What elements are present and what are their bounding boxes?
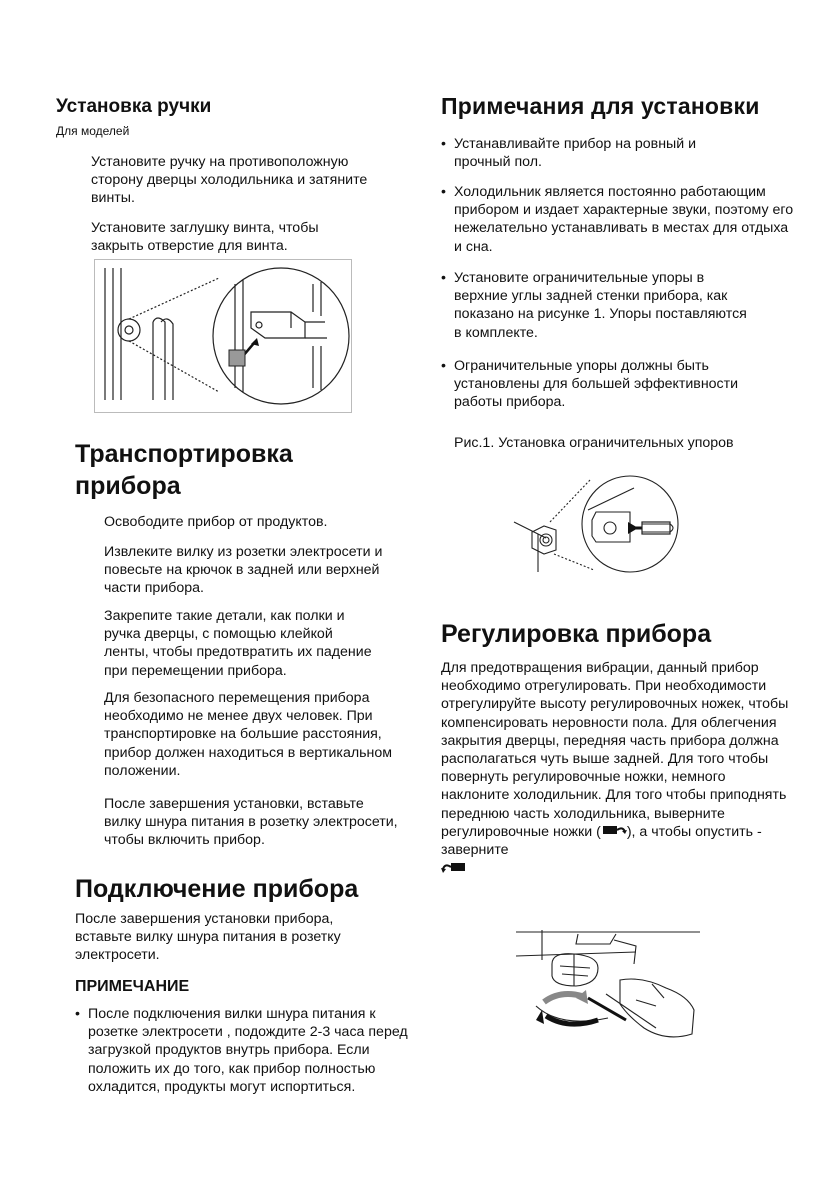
note-title: ПРИМЕЧАНИЕ bbox=[75, 978, 190, 995]
transport-paragraph-2: Извлеките вилку из розетки электросети и повесьте на крючок в задней или верхней части прибора. bbox=[104, 544, 383, 597]
leveling-paragraph bbox=[441, 659, 797, 881]
install-note-item-2 bbox=[441, 183, 794, 256]
transport-title-line-2: прибора bbox=[75, 472, 181, 500]
bullet-dot: • bbox=[75, 1006, 80, 1022]
install-note-text-3: Установите ограничительные упоры в верхние углы задней стенки прибора, как показано на рисунке 1. Упоры поставляются в комплекте. bbox=[454, 270, 747, 341]
install-note-text-2: Холодильник является постоянно работающим прибором и издает характерные звуки, поэтому его нежелательно устанавливать в местах для отдыха и сна. bbox=[454, 184, 794, 255]
handle-paragraph-1: Установите ручку на противоположную сторону дверцы холодильника и затяните винты. bbox=[91, 154, 368, 207]
raise-feet-icon bbox=[601, 823, 627, 841]
leveling-text-main: Для предотвращения вибрации, данный прибор необходимо отрегулировать. При необходимости отрегулируйте высоту регулировочных ножек, чтобы компенсировать неровности пола. Для облегчения закрытия дверцы, передняя часть прибора должна располагаться чуть выше задней. Для того чтобы повернуть регулировочные ножки, немного наклоните холодильник. Для того чтобы приподнять переднюю часть холодильника, выверните регулировочные bbox=[441, 660, 789, 840]
note-text: После подключения вилки шнура питания к розетке электросети , подождите 2-3 часа перед загрузкой продуктов внутрь прибора. Если положить их до того, как прибор полностью охладится, продукты могут испортиться. bbox=[88, 1006, 408, 1095]
install-note-text-1: Устанавливайте прибор на ровный и прочный пол. bbox=[454, 136, 697, 171]
connect-title: Подключение прибора bbox=[75, 875, 359, 903]
bullet-dot: • bbox=[441, 358, 446, 374]
stopper-installation-figure bbox=[510, 470, 690, 580]
transport-paragraph-4: Для безопасного перемещения прибора необходимо не менее двух человек. При транспортировке на большие расстояния, прибор должен находиться в вертикальном положении. bbox=[104, 690, 392, 779]
lower-feet-icon bbox=[441, 861, 467, 880]
bullet-dot: • bbox=[441, 184, 446, 200]
handle-subtitle: Для моделей bbox=[56, 124, 130, 138]
note-bullet-item bbox=[75, 1005, 420, 1096]
bullet-dot: • bbox=[441, 270, 446, 286]
install-note-item-3 bbox=[441, 269, 754, 342]
handle-paragraph-2: Установите заглушку винта, чтобы закрыть отверстие для винта. bbox=[91, 220, 319, 255]
transport-title bbox=[75, 438, 293, 502]
bullet-dot: • bbox=[441, 136, 446, 152]
handle-title: Установка ручки bbox=[56, 96, 212, 117]
transport-paragraph-5: После завершения установки, вставьте вилку шнура питания в розетку электросети, чтобы включить прибор. bbox=[104, 796, 398, 849]
transport-paragraph-1: Освободите прибор от продуктов. bbox=[104, 514, 328, 530]
install-note-text-4: Ограничительные упоры должны быть установлены для большей эффективности работы прибора. bbox=[454, 358, 739, 411]
leveling-title: Регулировка прибора bbox=[441, 620, 712, 648]
leveling-text-feet-prefix: ножки ( bbox=[552, 823, 601, 840]
install-notes-title: Примечания для установки bbox=[441, 93, 760, 119]
connect-paragraph: После завершения установки прибора, вставьте вилку шнура питания в розетку электросети. bbox=[75, 911, 341, 964]
leveling-text-feet-suffix: ), а чтобы опустить - заверните bbox=[441, 823, 762, 859]
transport-title-line-1: Транспортировка bbox=[75, 440, 293, 468]
handle-installation-figure bbox=[94, 259, 352, 413]
leveling-foot-figure bbox=[516, 924, 700, 1048]
transport-paragraph-3: Закрепите такие детали, как полки и ручка дверцы, с помощью клейкой ленты, чтобы предотвратить их падение при перемещении прибора. bbox=[104, 608, 372, 679]
install-note-item-1 bbox=[441, 135, 754, 171]
figure-caption: Рис.1. Установка ограничительных упоров bbox=[454, 435, 734, 451]
install-note-item-4 bbox=[441, 357, 774, 412]
